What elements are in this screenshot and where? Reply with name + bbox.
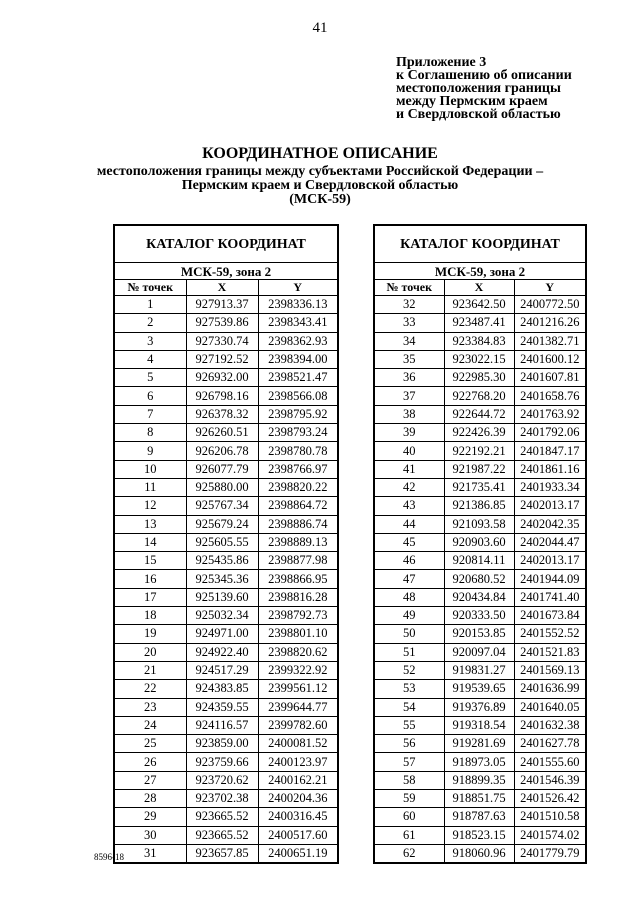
table-row (114, 369, 338, 387)
table-row (374, 533, 586, 551)
table-row (114, 771, 338, 789)
point-number-cell: 16 (114, 570, 186, 588)
y-coordinate-cell: 2398795.92 (258, 405, 338, 423)
point-number-cell: 11 (114, 478, 186, 496)
x-coordinate-cell: 919281.69 (444, 735, 514, 753)
table-row (114, 826, 338, 844)
y-coordinate-cell: 2401861.16 (514, 460, 586, 478)
x-coordinate-cell: 920097.04 (444, 643, 514, 661)
y-coordinate-cell: 2398362.93 (258, 332, 338, 350)
y-coordinate-cell: 2400316.45 (258, 808, 338, 826)
table-row (374, 369, 586, 387)
table-row (114, 790, 338, 808)
table-row (114, 844, 338, 863)
point-number-cell: 18 (114, 607, 186, 625)
table-row (374, 478, 586, 496)
x-coordinate-cell: 923859.00 (186, 735, 258, 753)
x-coordinate-cell: 924971.00 (186, 625, 258, 643)
x-coordinate-cell: 922985.30 (444, 369, 514, 387)
x-coordinate-cell: 927913.37 (186, 296, 258, 314)
y-coordinate-cell: 2400162.21 (258, 771, 338, 789)
x-coordinate-cell: 920434.84 (444, 588, 514, 606)
x-coordinate-cell: 918787.63 (444, 808, 514, 826)
y-coordinate-cell: 2398566.08 (258, 387, 338, 405)
y-coordinate-cell: 2401574.02 (514, 826, 586, 844)
x-coordinate-cell: 926206.78 (186, 442, 258, 460)
x-coordinate-cell: 924116.57 (186, 716, 258, 734)
point-number-cell: 50 (374, 625, 444, 643)
y-coordinate-cell: 2399782.60 (258, 716, 338, 734)
x-coordinate-cell: 924359.55 (186, 698, 258, 716)
table-row (374, 808, 586, 826)
x-coordinate-cell: 926260.51 (186, 424, 258, 442)
point-number-cell: 25 (114, 735, 186, 753)
y-coordinate-cell: 2398816.28 (258, 588, 338, 606)
subheading-line: (МСК-59) (289, 192, 351, 207)
point-number-cell: 3 (114, 332, 186, 350)
table-row (114, 460, 338, 478)
y-coordinate-cell: 2401510.58 (514, 808, 586, 826)
y-coordinate-cell: 2401607.81 (514, 369, 586, 387)
point-number-cell: 62 (374, 844, 444, 863)
appendix-line: Приложение 3 (396, 55, 487, 70)
point-number-cell: 9 (114, 442, 186, 460)
x-coordinate-cell: 925880.00 (186, 478, 258, 496)
point-number-cell: 51 (374, 643, 444, 661)
x-coordinate-cell: 921735.41 (444, 478, 514, 496)
point-number-cell: 40 (374, 442, 444, 460)
y-coordinate-cell: 2401636.99 (514, 680, 586, 698)
point-number-cell: 52 (374, 661, 444, 679)
y-coordinate-cell: 2398886.74 (258, 515, 338, 533)
y-coordinate-cell: 2398336.13 (258, 296, 338, 314)
point-number-cell: 12 (114, 497, 186, 515)
point-number-cell: 42 (374, 478, 444, 496)
point-number-cell: 36 (374, 369, 444, 387)
y-coordinate-cell: 2400517.60 (258, 826, 338, 844)
table-row (114, 716, 338, 734)
y-coordinate-cell: 2400204.36 (258, 790, 338, 808)
y-coordinate-cell: 2401216.26 (514, 314, 586, 332)
table-row (374, 588, 586, 606)
table-row (114, 497, 338, 515)
y-coordinate-cell: 2401382.71 (514, 332, 586, 350)
point-number-cell: 56 (374, 735, 444, 753)
point-number-cell: 48 (374, 588, 444, 606)
table-row (374, 790, 586, 808)
y-coordinate-cell: 2401569.13 (514, 661, 586, 679)
point-number-cell: 60 (374, 808, 444, 826)
table-row (374, 552, 586, 570)
point-number-cell: 29 (114, 808, 186, 826)
point-number-cell: 43 (374, 497, 444, 515)
x-coordinate-cell: 926378.32 (186, 405, 258, 423)
y-coordinate-cell: 2399322.92 (258, 661, 338, 679)
x-coordinate-cell: 918973.05 (444, 753, 514, 771)
y-coordinate-cell: 2401600.12 (514, 350, 586, 368)
table-row (114, 442, 338, 460)
table-row (114, 588, 338, 606)
y-coordinate-cell: 2401779.79 (514, 844, 586, 863)
point-number-cell: 17 (114, 588, 186, 606)
y-coordinate-cell: 2398801.10 (258, 625, 338, 643)
point-number-cell: 41 (374, 460, 444, 478)
x-coordinate-cell: 925139.60 (186, 588, 258, 606)
table-body-right (374, 296, 586, 864)
point-number-cell: 31 (114, 844, 186, 863)
x-coordinate-cell: 920333.50 (444, 607, 514, 625)
point-number-cell: 7 (114, 405, 186, 423)
table-row (114, 314, 338, 332)
table-row (114, 735, 338, 753)
x-coordinate-cell: 925679.24 (186, 515, 258, 533)
y-coordinate-cell: 2401944.09 (514, 570, 586, 588)
table-row (114, 625, 338, 643)
point-number-cell: 54 (374, 698, 444, 716)
x-coordinate-cell: 924922.40 (186, 643, 258, 661)
table-row (114, 424, 338, 442)
table-row (114, 643, 338, 661)
table-row (114, 552, 338, 570)
table-row (374, 460, 586, 478)
column-header-point: № точек (114, 280, 186, 296)
point-number-cell: 21 (114, 661, 186, 679)
table-row (374, 515, 586, 533)
point-number-cell: 14 (114, 533, 186, 551)
table-row (374, 442, 586, 460)
zone-label: МСК-59, зона 2 (114, 263, 338, 280)
table-row (374, 314, 586, 332)
x-coordinate-cell: 920903.60 (444, 533, 514, 551)
table-body-left (114, 296, 338, 864)
y-coordinate-cell: 2399644.77 (258, 698, 338, 716)
document-heading: КООРДИНАТНОЕ ОПИСАНИЕ (202, 145, 438, 162)
y-coordinate-cell: 2402013.17 (514, 497, 586, 515)
y-coordinate-cell: 2401640.05 (514, 698, 586, 716)
x-coordinate-cell: 920680.52 (444, 570, 514, 588)
y-coordinate-cell: 2401546.39 (514, 771, 586, 789)
x-coordinate-cell: 923487.41 (444, 314, 514, 332)
point-number-cell: 5 (114, 369, 186, 387)
y-coordinate-cell: 2401847.17 (514, 442, 586, 460)
point-number-cell: 57 (374, 753, 444, 771)
table-row (114, 296, 338, 314)
x-coordinate-cell: 922644.72 (444, 405, 514, 423)
point-number-cell: 19 (114, 625, 186, 643)
table-row (114, 808, 338, 826)
x-coordinate-cell: 918060.96 (444, 844, 514, 863)
x-coordinate-cell: 921386.85 (444, 497, 514, 515)
x-coordinate-cell: 925435.86 (186, 552, 258, 570)
table-row (114, 533, 338, 551)
x-coordinate-cell: 921987.22 (444, 460, 514, 478)
y-coordinate-cell: 2401792.06 (514, 424, 586, 442)
table-row (374, 844, 586, 863)
document-subheading (0, 165, 640, 207)
y-coordinate-cell: 2398394.00 (258, 350, 338, 368)
x-coordinate-cell: 923384.83 (444, 332, 514, 350)
point-number-cell: 46 (374, 552, 444, 570)
table-row (114, 332, 338, 350)
y-coordinate-cell: 2398793.24 (258, 424, 338, 442)
table-row (114, 753, 338, 771)
point-number-cell: 53 (374, 680, 444, 698)
point-number-cell: 32 (374, 296, 444, 314)
y-coordinate-cell: 2401658.76 (514, 387, 586, 405)
point-number-cell: 13 (114, 515, 186, 533)
y-coordinate-cell: 2398343.41 (258, 314, 338, 332)
y-coordinate-cell: 2399561.12 (258, 680, 338, 698)
appendix-note (396, 56, 572, 121)
x-coordinate-cell: 927539.86 (186, 314, 258, 332)
table-row (374, 405, 586, 423)
column-header-x: X (186, 280, 258, 296)
table-row (374, 698, 586, 716)
y-coordinate-cell: 2401673.84 (514, 607, 586, 625)
y-coordinate-cell: 2401627.78 (514, 735, 586, 753)
footer-code: 8596-18 (94, 852, 124, 862)
table-row (374, 735, 586, 753)
y-coordinate-cell: 2401741.40 (514, 588, 586, 606)
x-coordinate-cell: 918851.75 (444, 790, 514, 808)
point-number-cell: 47 (374, 570, 444, 588)
x-coordinate-cell: 923720.62 (186, 771, 258, 789)
point-number-cell: 61 (374, 826, 444, 844)
table-row (114, 387, 338, 405)
page-number: 41 (312, 20, 328, 36)
column-header-x: X (444, 280, 514, 296)
table-row (374, 625, 586, 643)
point-number-cell: 59 (374, 790, 444, 808)
y-coordinate-cell: 2398866.95 (258, 570, 338, 588)
x-coordinate-cell: 927192.52 (186, 350, 258, 368)
table-row (114, 515, 338, 533)
y-coordinate-cell: 2398889.13 (258, 533, 338, 551)
column-header-point: № точек (374, 280, 444, 296)
point-number-cell: 35 (374, 350, 444, 368)
table-row (374, 387, 586, 405)
table-row (374, 643, 586, 661)
x-coordinate-cell: 922426.39 (444, 424, 514, 442)
catalog-title: КАТАЛОГ КООРДИНАТ (114, 225, 338, 263)
point-number-cell: 15 (114, 552, 186, 570)
x-coordinate-cell: 919831.27 (444, 661, 514, 679)
point-number-cell: 27 (114, 771, 186, 789)
x-coordinate-cell: 925345.36 (186, 570, 258, 588)
x-coordinate-cell: 919539.65 (444, 680, 514, 698)
point-number-cell: 8 (114, 424, 186, 442)
y-coordinate-cell: 2402042.35 (514, 515, 586, 533)
x-coordinate-cell: 923665.52 (186, 808, 258, 826)
x-coordinate-cell: 923665.52 (186, 826, 258, 844)
table-row (374, 497, 586, 515)
table-row (374, 826, 586, 844)
point-number-cell: 6 (114, 387, 186, 405)
y-coordinate-cell: 2401521.83 (514, 643, 586, 661)
appendix-line: между Пермским краем (396, 94, 548, 109)
point-number-cell: 38 (374, 405, 444, 423)
x-coordinate-cell: 926932.00 (186, 369, 258, 387)
x-coordinate-cell: 922192.21 (444, 442, 514, 460)
point-number-cell: 45 (374, 533, 444, 551)
x-coordinate-cell: 924383.85 (186, 680, 258, 698)
table-row (374, 350, 586, 368)
x-coordinate-cell: 925605.55 (186, 533, 258, 551)
point-number-cell: 37 (374, 387, 444, 405)
y-coordinate-cell: 2401555.60 (514, 753, 586, 771)
point-number-cell: 34 (374, 332, 444, 350)
table-row (374, 296, 586, 314)
x-coordinate-cell: 919318.54 (444, 716, 514, 734)
y-coordinate-cell: 2400772.50 (514, 296, 586, 314)
point-number-cell: 22 (114, 680, 186, 698)
table-row (114, 698, 338, 716)
y-coordinate-cell: 2398820.62 (258, 643, 338, 661)
table-row (114, 661, 338, 679)
y-coordinate-cell: 2398792.73 (258, 607, 338, 625)
y-coordinate-cell: 2401526.42 (514, 790, 586, 808)
coordinate-catalog-right (373, 224, 587, 864)
x-coordinate-cell: 927330.74 (186, 332, 258, 350)
subheading-line: местоположения границы между субъектами Российской Федерации – (96, 164, 544, 179)
x-coordinate-cell: 923702.38 (186, 790, 258, 808)
x-coordinate-cell: 926798.16 (186, 387, 258, 405)
y-coordinate-cell: 2400651.19 (258, 844, 338, 863)
point-number-cell: 24 (114, 716, 186, 734)
x-coordinate-cell: 920153.85 (444, 625, 514, 643)
coordinate-catalog-left (113, 224, 339, 864)
point-number-cell: 30 (114, 826, 186, 844)
table-row (374, 332, 586, 350)
point-number-cell: 10 (114, 460, 186, 478)
x-coordinate-cell: 923642.50 (444, 296, 514, 314)
x-coordinate-cell: 925032.34 (186, 607, 258, 625)
zone-label: МСК-59, зона 2 (374, 263, 586, 280)
x-coordinate-cell: 923657.85 (186, 844, 258, 863)
table-row (374, 753, 586, 771)
table-row (114, 607, 338, 625)
appendix-line: к Соглашению об описании (396, 68, 572, 83)
table-row (374, 661, 586, 679)
x-coordinate-cell: 924517.29 (186, 661, 258, 679)
catalog-title: КАТАЛОГ КООРДИНАТ (374, 225, 586, 263)
appendix-line: и Свердловской областью (396, 107, 561, 122)
point-number-cell: 49 (374, 607, 444, 625)
y-coordinate-cell: 2398877.98 (258, 552, 338, 570)
y-coordinate-cell: 2398820.22 (258, 478, 338, 496)
point-number-cell: 2 (114, 314, 186, 332)
y-coordinate-cell: 2401552.52 (514, 625, 586, 643)
point-number-cell: 39 (374, 424, 444, 442)
subheading-line: Пермским краем и Свердловской областью (181, 178, 459, 193)
table-row (114, 680, 338, 698)
column-header-y: Y (258, 280, 338, 296)
table-row (114, 478, 338, 496)
appendix-line: местоположения границы (396, 81, 561, 96)
x-coordinate-cell: 921093.58 (444, 515, 514, 533)
x-coordinate-cell: 918899.35 (444, 771, 514, 789)
point-number-cell: 23 (114, 698, 186, 716)
x-coordinate-cell: 926077.79 (186, 460, 258, 478)
y-coordinate-cell: 2402044.47 (514, 533, 586, 551)
point-number-cell: 44 (374, 515, 444, 533)
y-coordinate-cell: 2398864.72 (258, 497, 338, 515)
point-number-cell: 28 (114, 790, 186, 808)
y-coordinate-cell: 2400123.97 (258, 753, 338, 771)
column-header-y: Y (514, 280, 586, 296)
x-coordinate-cell: 920814.11 (444, 552, 514, 570)
point-number-cell: 20 (114, 643, 186, 661)
y-coordinate-cell: 2398780.78 (258, 442, 338, 460)
y-coordinate-cell: 2401933.34 (514, 478, 586, 496)
table-row (114, 405, 338, 423)
table-row (374, 607, 586, 625)
y-coordinate-cell: 2398521.47 (258, 369, 338, 387)
point-number-cell: 1 (114, 296, 186, 314)
x-coordinate-cell: 925767.34 (186, 497, 258, 515)
x-coordinate-cell: 919376.89 (444, 698, 514, 716)
table-row (374, 771, 586, 789)
x-coordinate-cell: 918523.15 (444, 826, 514, 844)
y-coordinate-cell: 2398766.97 (258, 460, 338, 478)
point-number-cell: 55 (374, 716, 444, 734)
x-coordinate-cell: 922768.20 (444, 387, 514, 405)
table-row (374, 680, 586, 698)
point-number-cell: 58 (374, 771, 444, 789)
x-coordinate-cell: 923022.15 (444, 350, 514, 368)
y-coordinate-cell: 2400081.52 (258, 735, 338, 753)
point-number-cell: 26 (114, 753, 186, 771)
y-coordinate-cell: 2401632.38 (514, 716, 586, 734)
point-number-cell: 33 (374, 314, 444, 332)
table-row (374, 570, 586, 588)
point-number-cell: 4 (114, 350, 186, 368)
table-row (374, 716, 586, 734)
table-row (114, 570, 338, 588)
y-coordinate-cell: 2401763.92 (514, 405, 586, 423)
table-row (374, 424, 586, 442)
table-row (114, 350, 338, 368)
x-coordinate-cell: 923759.66 (186, 753, 258, 771)
y-coordinate-cell: 2402013.17 (514, 552, 586, 570)
